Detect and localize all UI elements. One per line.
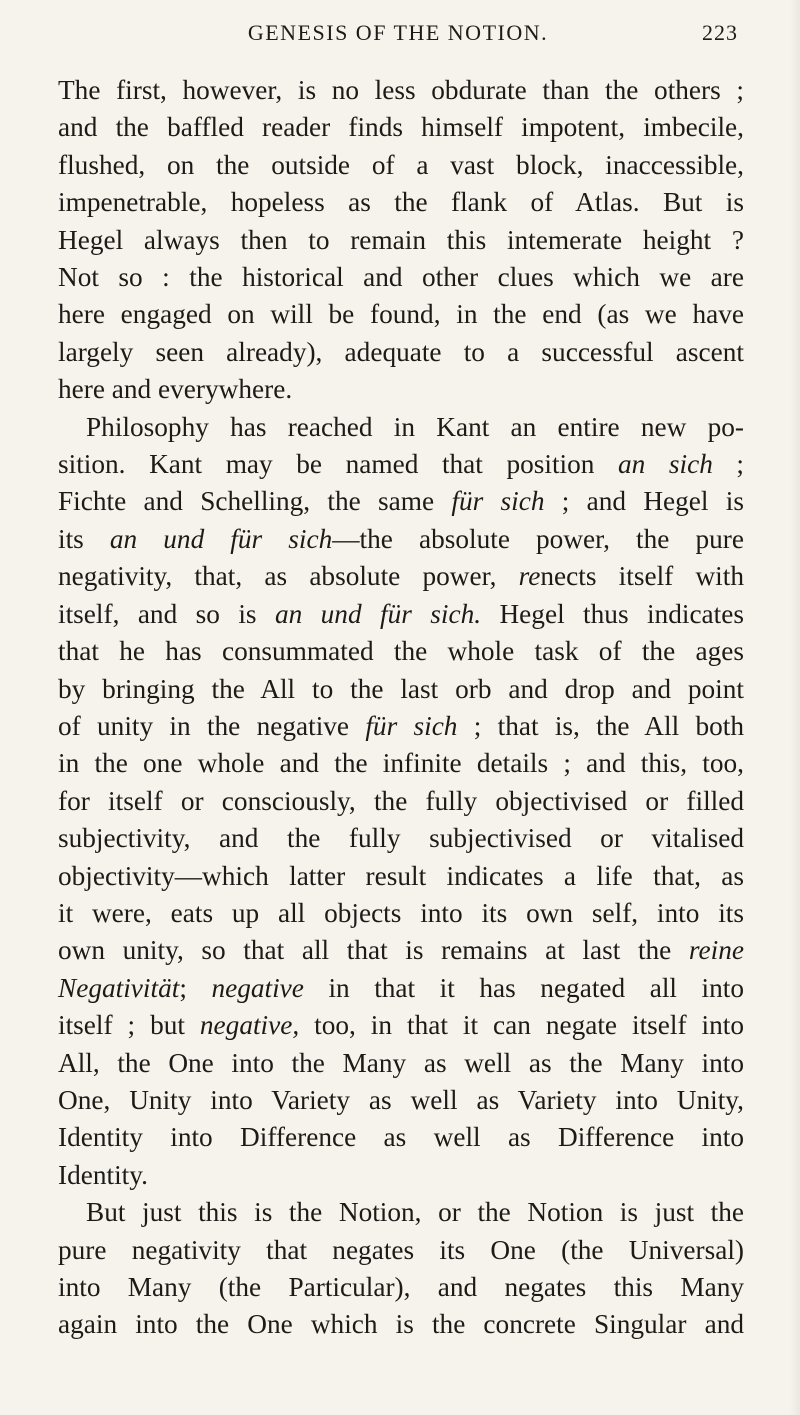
text-segment: into Many (the Particular), and negates this Many	[58, 1272, 744, 1302]
text-line	[58, 446, 744, 483]
text-segment: by bringing the All to the last orb and drop and point	[58, 673, 744, 704]
text-segment: it were, eats up all objects into its own self, into its	[58, 897, 744, 928]
text-line	[58, 371, 744, 408]
text-line	[58, 558, 744, 595]
text-segment: ; and Hegel is	[544, 486, 744, 517]
running-head	[58, 20, 738, 50]
italic-segment: an und für sich.	[274, 598, 482, 629]
page-number: 223	[702, 20, 738, 45]
text-line	[58, 1157, 744, 1194]
text-segment: pure negativity that negates its One (the Universal)	[58, 1234, 744, 1265]
italic-segment: re	[518, 561, 541, 592]
italic-segment: Negativität	[58, 972, 180, 1003]
text-line	[58, 334, 744, 371]
text-line	[58, 895, 744, 932]
text-segment: subjectivity, and the fully subjectivised or vitalised	[58, 823, 744, 854]
text-segment: Identity into Difference as well as Difference into	[58, 1122, 744, 1153]
body-text	[58, 72, 744, 1344]
text-segment: Identity.	[58, 1159, 148, 1190]
text-line	[58, 409, 744, 446]
text-line	[58, 72, 744, 109]
text-segment: in that it has negated all into	[303, 972, 744, 1003]
italic-segment: für sich	[451, 486, 545, 517]
text-line	[58, 1269, 744, 1306]
page-edge-shadow	[790, 0, 800, 1415]
text-line	[58, 1082, 744, 1119]
text-line	[58, 970, 744, 1007]
text-line	[58, 1306, 744, 1343]
text-line	[58, 1194, 744, 1231]
text-line	[58, 147, 744, 184]
text-segment: Not so : the historical and other clues which we are	[58, 262, 744, 293]
text-line	[58, 708, 744, 745]
text-line	[58, 633, 744, 670]
text-segment: flushed, on the outside of a vast block, inaccessible,	[58, 149, 744, 180]
text-line	[58, 596, 744, 633]
text-line	[58, 296, 744, 333]
text-line	[58, 820, 744, 857]
text-segment: The first, however, is no less obdurate than the others ;	[58, 75, 744, 105]
text-segment: Fichte and Schelling, the same	[58, 486, 452, 517]
text-segment: nects itself with	[540, 561, 744, 592]
text-segment: for itself or consciously, the fully objectivised or filled	[58, 785, 744, 816]
text-segment: here engaged on will be found, in the end (as we have	[58, 299, 744, 330]
text-segment: too, in that it can negate itself into	[299, 1010, 744, 1041]
text-segment: again into the One which is the concrete Singular and	[58, 1309, 744, 1340]
text-segment: sition. Kant may be named that position	[58, 449, 618, 480]
italic-segment: an und für sich	[109, 523, 333, 554]
text-line	[58, 1007, 744, 1044]
text-segment: largely seen already), adequate to a successful ascent	[58, 336, 744, 367]
running-title: GENESIS OF THE NOTION.	[247, 20, 549, 45]
text-line	[58, 184, 744, 221]
text-line	[58, 858, 744, 895]
text-segment: One, Unity into Variety as well as Variety into Unity,	[58, 1084, 744, 1115]
text-segment: itself ; but	[58, 1010, 200, 1041]
text-line	[58, 671, 744, 708]
text-segment: negativity, that, as absolute power,	[58, 561, 519, 592]
text-segment: and the baffled reader finds himself impotent, imbecile,	[58, 112, 744, 143]
text-segment: here and everywhere.	[58, 374, 293, 405]
text-segment: own unity, so that all that is remains at last the	[58, 935, 689, 966]
text-line	[58, 222, 744, 259]
italic-segment: an sich	[618, 449, 713, 480]
text-line	[58, 783, 744, 820]
text-segment: Hegel thus indicates	[481, 598, 744, 629]
text-segment: in the one whole and the infinite details ; and this, too,	[58, 748, 744, 779]
text-segment: of unity in the negative	[58, 710, 366, 741]
italic-segment: negative,	[199, 1010, 300, 1041]
text-segment: that he has consummated the whole task of the ages	[58, 636, 744, 667]
text-segment: All, the One into the Many as well as the Many into	[58, 1047, 744, 1078]
text-line	[58, 1045, 744, 1082]
text-segment: But just this is the Notion, or the Notion is just the	[86, 1197, 744, 1228]
text-segment: ; that is, the All both	[457, 710, 745, 741]
italic-segment: reine	[688, 935, 744, 966]
text-segment: Philosophy has reached in Kant an entire new po-	[86, 411, 744, 442]
text-line	[58, 521, 744, 558]
text-line	[58, 259, 744, 296]
text-segment: —the absolute power, the pure	[332, 523, 744, 554]
text-line	[58, 932, 744, 969]
text-line	[58, 109, 744, 146]
text-line	[58, 483, 744, 520]
text-line	[58, 1119, 744, 1156]
text-segment: impenetrable, hopeless as the flank of Atlas. But is	[58, 187, 744, 218]
text-segment: ;	[712, 449, 745, 480]
italic-segment: negative	[211, 972, 304, 1003]
text-segment: ;	[179, 972, 212, 1003]
text-segment: its	[58, 523, 110, 554]
text-line	[58, 745, 744, 782]
text-segment: Hegel always then to remain this intemerate height ?	[58, 224, 744, 255]
italic-segment: für sich	[365, 710, 458, 741]
text-segment: itself, and so is	[58, 598, 275, 629]
text-segment: objectivity—which latter result indicates a life that, as	[58, 860, 744, 891]
text-line	[58, 1232, 744, 1269]
